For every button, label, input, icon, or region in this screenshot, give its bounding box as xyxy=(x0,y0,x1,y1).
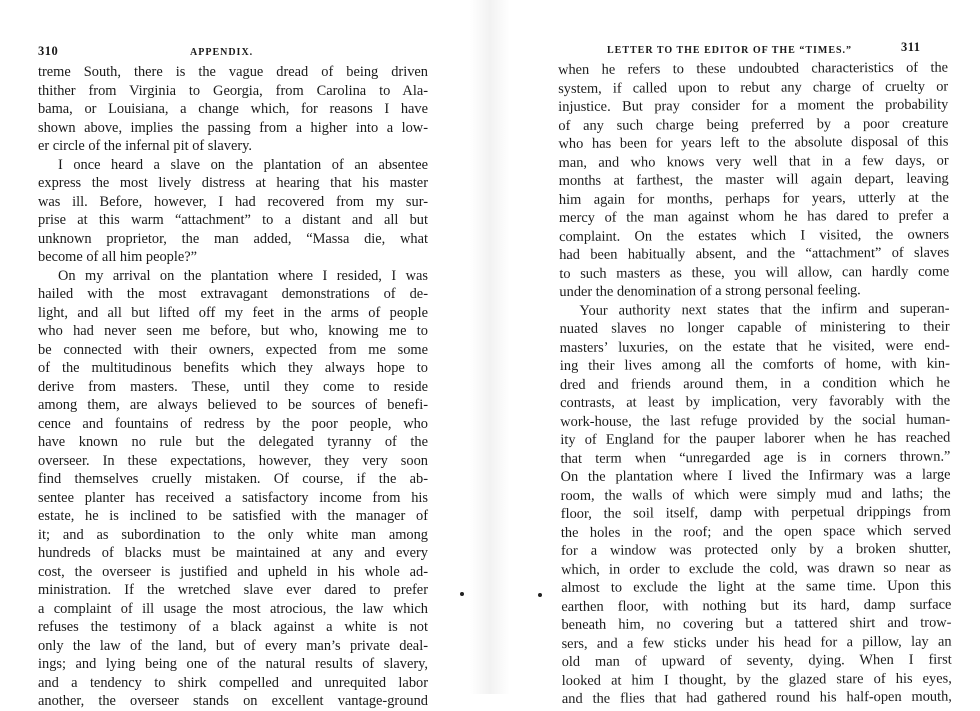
text-line: floor, the soil itself, damp with perpetual drippings from xyxy=(560,503,951,522)
text-line: On the plantation where I lived the Infirmary was a large xyxy=(560,466,951,485)
text-line: who has been for years left to the absolute disposal of this xyxy=(558,133,949,152)
text-line: become of all him people?” xyxy=(38,249,198,265)
text-line: cence and fountains of redress by the poor people, who xyxy=(38,415,428,432)
text-line: work-house, the last refuge provided by the social human- xyxy=(560,411,951,430)
text-line: bama, or Louisiana, a change which, for reasons I have xyxy=(38,101,428,117)
text-line: ministration. If the wretched slave ever dared to prefer xyxy=(38,582,428,598)
text-line: have known no rule but the delegated tyranny of the xyxy=(38,434,428,450)
text-line: months at farthest, the master will again depart, leaving xyxy=(558,170,949,189)
text-line: thither from Virginia to Georgia, from Carolina to Ala- xyxy=(38,82,428,99)
text-line: system, if called upon to rebut any charge of cruelty or xyxy=(558,78,949,97)
text-line: that term when “unregarded age is in corners thrown.” xyxy=(560,448,951,467)
text-line: nuated slaves no longer capable of ministering to their xyxy=(559,318,950,337)
text-line: refuses the testimony of a black against a white is not xyxy=(38,619,428,635)
running-head: APPENDIX. xyxy=(190,47,254,58)
scan-speck xyxy=(460,592,464,596)
left-page xyxy=(0,0,470,709)
book-gutter xyxy=(470,0,510,694)
text-line: mercy of the man against whom he has dared to prefer a xyxy=(558,207,950,226)
text-line: ing their lives among all the comforts of home, with kin- xyxy=(559,355,950,374)
text-line: old man of upward of seventy, dying. When I first xyxy=(561,651,952,670)
text-line: it; and as subordination to the only white man among xyxy=(38,526,428,543)
right-page xyxy=(510,0,980,707)
text-line: almost to exclude the light at the same time. Upon this xyxy=(561,577,952,596)
page-number: 310 xyxy=(38,44,59,58)
page-text xyxy=(38,63,428,711)
text-line: room, the walls of which were simply mud and laths; the xyxy=(560,485,951,504)
text-line: unknown proprietor, the man added, “Massa die, what xyxy=(38,230,428,247)
text-line: I once heard a slave on the plantation of an absentee xyxy=(58,156,428,173)
text-line: On my arrival on the plantation where I resided, I was xyxy=(58,267,428,284)
text-line: dred and friends around them, in a condition which he xyxy=(559,374,951,393)
text-line: sers, and a few sticks under his head for a pillow, lay an xyxy=(561,633,952,652)
text-line: and a tendency to shirk compelled and unrequited labor xyxy=(38,674,428,691)
text-line: shown above, implies the passing from a higher into a low- xyxy=(38,119,428,136)
text-line: another, the overseer stands on excellent vantage-ground xyxy=(38,693,428,709)
text-line: looked at him I thought, by the glazed stare of his eyes, xyxy=(561,670,952,689)
text-line: who had never seen me before, but who, knowing me to xyxy=(38,323,428,339)
text-line: and the flies that had gathered round his half-open mouth, xyxy=(561,688,952,707)
text-line: er circle of the infernal pit of slavery. xyxy=(38,138,253,154)
text-line: be connected with their owners, expected from me some xyxy=(38,341,428,358)
page-text xyxy=(558,59,952,709)
text-line: had been habitually absent, and the “attachment” of slaves xyxy=(559,244,950,263)
text-line: hailed with the most extravagant demonstrations of de- xyxy=(38,286,428,302)
text-line: under the denomination of a strong personal feeling. xyxy=(559,282,861,300)
text-line: a complaint of ill usage the most atrocious, the law which xyxy=(38,600,428,617)
text-line: cost, the overseer is justified and upheld in his whole ad- xyxy=(38,563,428,580)
text-line: overseer. In these expectations, however, they very soon xyxy=(38,452,428,469)
text-line: ings; and lying being one of the natural results of slavery, xyxy=(38,656,428,672)
running-head: LETTER TO THE EDITOR OF THE “TIMES.” xyxy=(607,45,853,56)
text-line: for a window was protected only by a broken shutter, xyxy=(560,540,952,559)
text-line: derive from masters. These, until they come to reside xyxy=(38,378,428,395)
text-line: Your authority next states that the infirm and superan- xyxy=(579,300,950,319)
text-line: find themselves cruelly mistaken. Of course, if the ab- xyxy=(38,471,428,487)
text-line: contrasts, at least by implication, very favorably with the xyxy=(560,392,951,411)
text-line: which, in order to exclude the cold, was drawn so near as xyxy=(561,559,952,578)
text-line: of the multitudinous benefits which they always hope to xyxy=(38,360,428,376)
text-line: beneath him, no covering but a tattered shirt and trow- xyxy=(561,614,952,633)
text-line: ity of England for the pauper laborer when he has reached xyxy=(560,429,951,448)
text-line: when he refers to these undoubted characteristics of the xyxy=(558,59,949,78)
text-line: earthen floor, with nothing but its hard, damp surface xyxy=(561,596,952,615)
text-line: treme South, there is the vague dread of being driven xyxy=(38,64,428,80)
text-line: hundreds of blacks must be maintained at any and every xyxy=(38,545,428,561)
text-line: light, and all but lifted off my feet in the arms of people xyxy=(38,304,428,321)
text-line: of any such charge being preferred by a poor creature xyxy=(558,115,949,134)
text-line: sentee planter has received a satisfactory income from his xyxy=(38,489,428,506)
text-line: was ill. Before, however, I had recovered from my sur- xyxy=(38,193,428,210)
scan-speck xyxy=(538,593,542,597)
text-line: express the most lively distress at hearing that his master xyxy=(38,175,428,191)
text-line: to such masters as these, you will allow, can hardly come xyxy=(559,263,950,282)
text-line: masters’ luxuries, on the estate that he visited, were end- xyxy=(559,337,950,356)
page-number: 311 xyxy=(901,40,921,54)
text-line: him again for months, perhaps for years, utterly at the xyxy=(558,189,949,208)
text-line: complaint. On the estates which I visited, the owners xyxy=(559,226,950,245)
text-line: injustice. But pray consider for a moment the probability xyxy=(558,96,949,115)
text-line: among them, are always believed to be sources of benefi- xyxy=(38,397,428,413)
text-line: man, and who knows very well that in a few days, or xyxy=(558,152,949,171)
text-line: estate, he is inclined to be satisfied with the manager of xyxy=(38,508,428,524)
text-line: the holes in the roof; and the open space which served xyxy=(560,522,951,541)
text-line: only the law of the land, but of every man’s private deal- xyxy=(38,637,428,654)
text-line: prise at this warm “attachment” to a distant and all but xyxy=(38,212,428,228)
